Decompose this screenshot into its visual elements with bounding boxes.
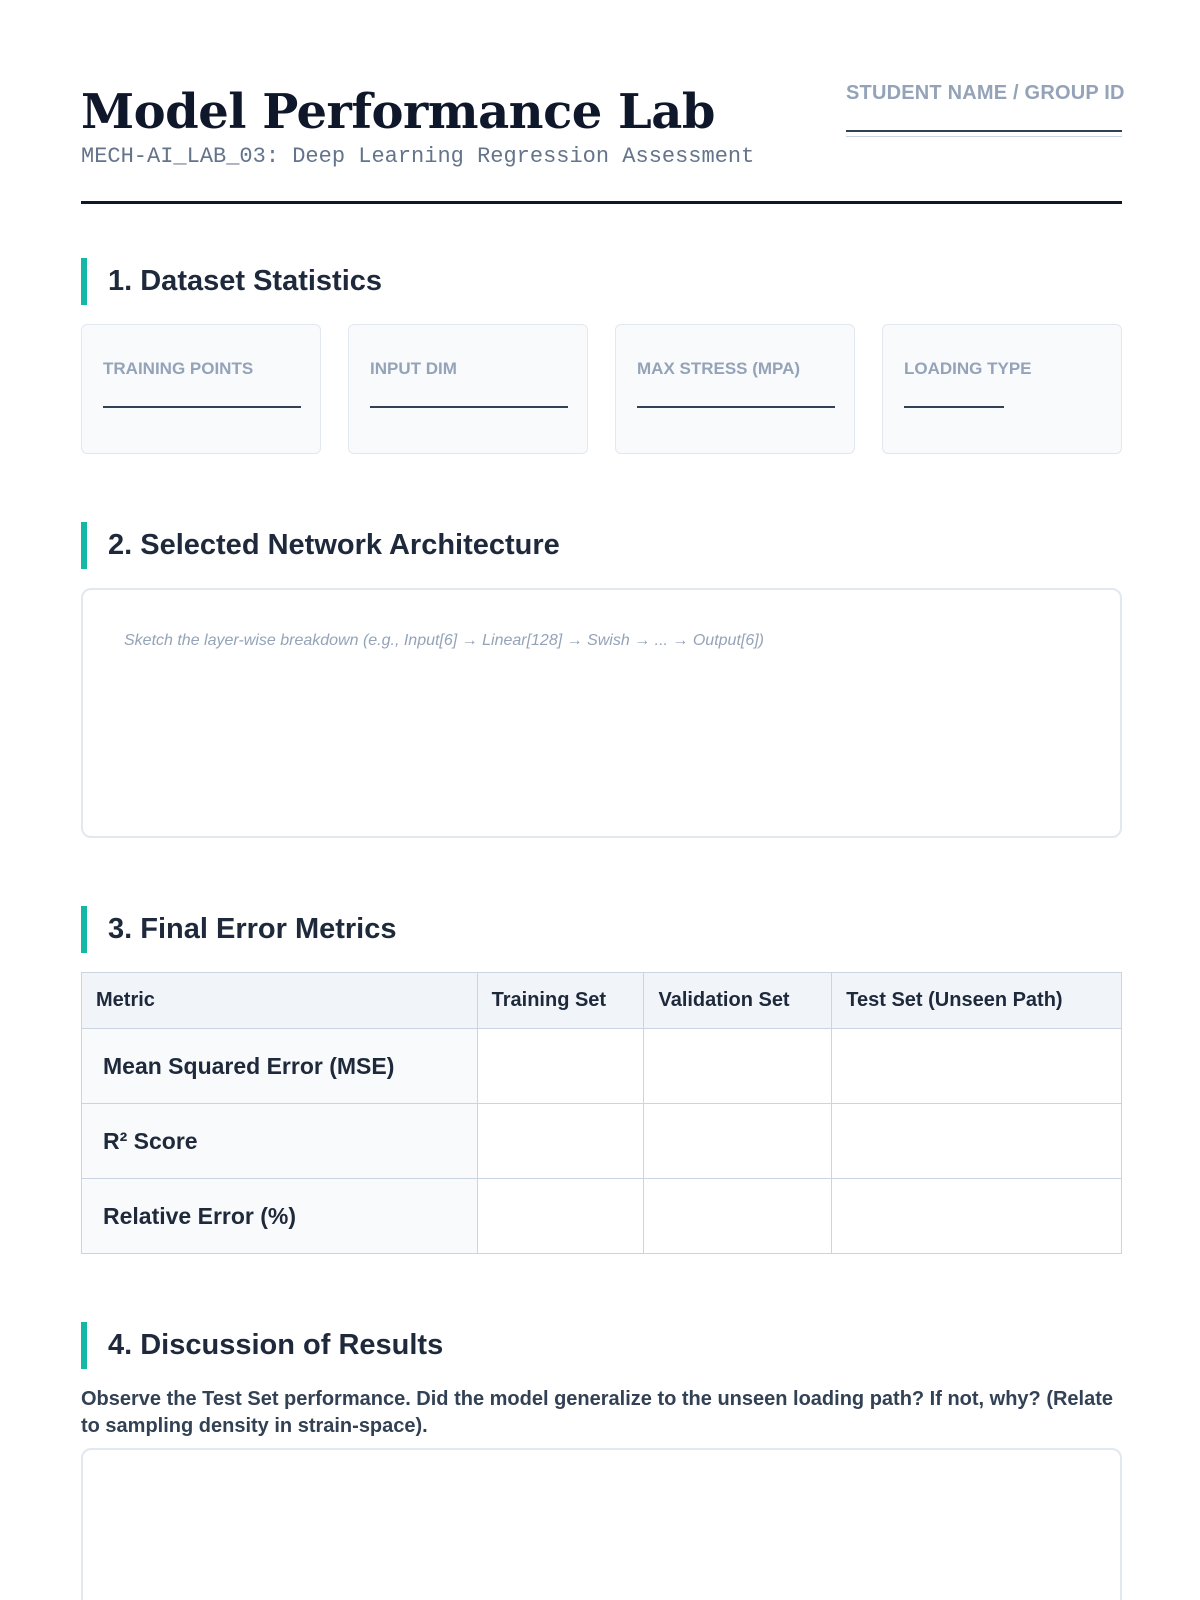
page-title: Model Performance Lab	[81, 84, 715, 140]
metric-name-cell: Relative Error (%)	[82, 1179, 478, 1254]
section-title-architecture: 2. Selected Network Architecture	[108, 529, 560, 561]
architecture-sketch-area[interactable]	[81, 588, 1122, 838]
column-header: Validation Set	[644, 973, 832, 1029]
worksheet-header	[81, 0, 1125, 204]
section-title-metrics: 3. Final Error Metrics	[108, 913, 397, 945]
error-metrics-table	[81, 972, 1122, 1254]
stat-label: TRAINING POINTS	[103, 359, 254, 378]
answer-cell-validation[interactable]	[644, 1104, 832, 1179]
table-row	[82, 1029, 1122, 1104]
stat-card-training-points[interactable]	[81, 324, 321, 454]
section-heading-dataset	[81, 258, 382, 305]
stat-answer-line[interactable]	[370, 406, 568, 408]
answer-cell-training[interactable]	[477, 1179, 644, 1254]
column-header: Training Set	[477, 973, 644, 1029]
section-heading-metrics	[81, 906, 397, 953]
section-title-dataset: 1. Dataset Statistics	[108, 265, 383, 297]
column-header: Test Set (Unseen Path)	[832, 973, 1122, 1029]
student-name-line[interactable]	[846, 130, 1122, 132]
discussion-prompt: Observe the Test Set performance. Did the model generalize to the unseen loading path? If not, why? (Relate to sampling density in strain-space).	[81, 1388, 1114, 1437]
answer-cell-test[interactable]	[832, 1104, 1122, 1179]
metric-name-cell: Mean Squared Error (MSE)	[82, 1029, 478, 1104]
metric-name-cell: R² Score	[82, 1104, 478, 1179]
answer-cell-training[interactable]	[477, 1029, 644, 1104]
page-subtitle: MECH-AI_LAB_03: Deep Learning Regression Assessment	[81, 144, 755, 169]
table-row	[82, 1104, 1122, 1179]
dataset-stats	[81, 324, 1122, 454]
table-row	[82, 1179, 1122, 1254]
answer-cell-validation[interactable]	[644, 1029, 832, 1104]
answer-cell-test[interactable]	[832, 1029, 1122, 1104]
section-title-discussion: 4. Discussion of Results	[108, 1329, 444, 1361]
section-heading-architecture	[81, 522, 560, 569]
answer-cell-validation[interactable]	[644, 1179, 832, 1254]
stat-card-loading-type[interactable]	[882, 324, 1122, 454]
column-header: Metric	[82, 973, 478, 1029]
stat-answer-line[interactable]	[103, 406, 301, 408]
stat-card-max-stress[interactable]	[615, 324, 855, 454]
stat-label: LOADING TYPE	[904, 359, 1032, 378]
stat-card-input-dim[interactable]	[348, 324, 588, 454]
architecture-placeholder: Sketch the layer-wise breakdown (e.g., Input[6] → Linear[128] → Swish → ... → Output[6])	[124, 632, 765, 649]
answer-cell-training[interactable]	[477, 1104, 644, 1179]
section-heading-discussion	[81, 1322, 443, 1369]
discussion-answer-area[interactable]	[81, 1448, 1122, 1600]
table-header-row	[82, 973, 1122, 1029]
stat-label: INPUT DIM	[370, 359, 457, 378]
stat-answer-line[interactable]	[904, 406, 1004, 408]
worksheet-page	[81, 0, 1125, 1437]
stat-answer-line[interactable]	[637, 406, 835, 408]
stat-label: MAX STRESS (MPA)	[637, 359, 801, 378]
answer-cell-test[interactable]	[832, 1179, 1122, 1254]
student-name-field[interactable]	[846, 80, 1125, 106]
student-name-underline	[846, 136, 1122, 137]
student-name-label: STUDENT NAME / GROUP ID	[846, 82, 1125, 104]
